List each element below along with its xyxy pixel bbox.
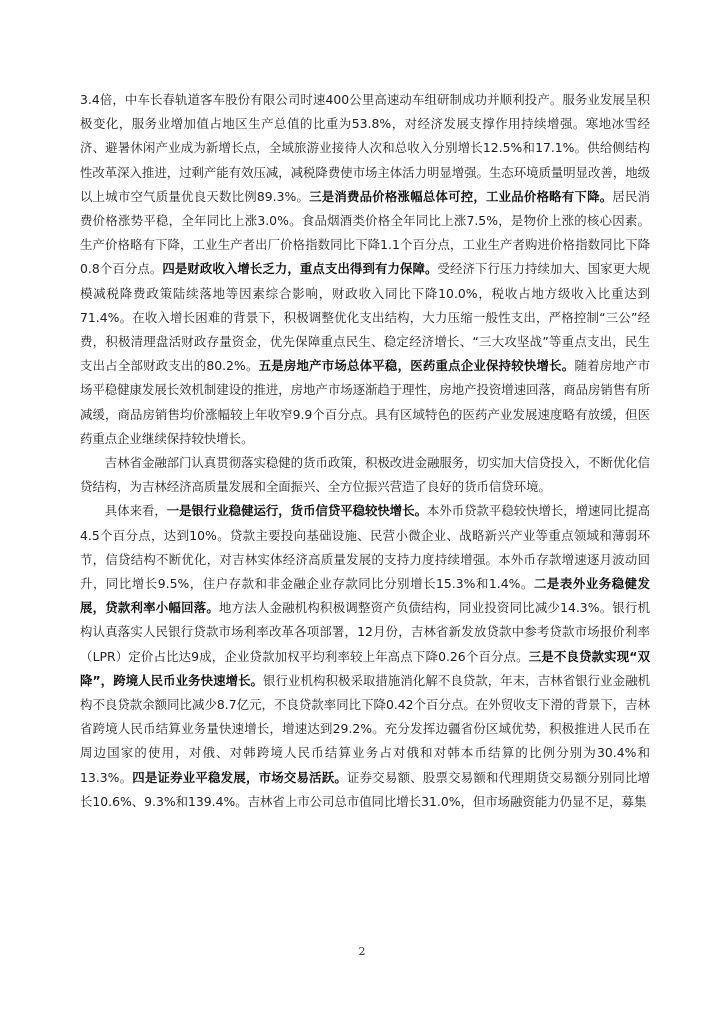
paragraph-finance-details <box>80 499 650 814</box>
bold-heading-real-estate: 五是房地产市场总体平稳，医药重点企业保持较快增长。 <box>258 358 575 374</box>
text-run: 具体来看， <box>104 503 167 519</box>
text-run: 本外币贷款平稳较快增长，增速同比提高4.5个百分点，达到10%。贷款主要投向基础设施、民营小微企业、战略新兴产业等重点领域和薄弱环节，信贷结构不断优化，对吉林实体经济高质量发展的支持力度持续增强。本外币存款增速逐月波动回升，同比增长9.5%，住户存款和非金融企业存款同比分别增长15.3%和1.4%。 <box>80 503 651 592</box>
text-run: 地方法人金融机构积极调整资产负债结构，同业投资同比减少14.3%。银行机构认真落实人民银行贷款市场利率改革各项部署，12月份，吉林省新发放贷款中参考贷款市场报价利率（LPR）定价占比达9成，企业贷款加权平均利率较上年高点下降0.26个百分点。 <box>80 600 650 664</box>
text-run: 居民消费价格涨势平稳，全年同比上涨3.0%。食品烟酒类价格全年同比上涨7.5%，是物价上涨的核心因素。生产价格略有下降，工业生产者出厂价格指数同比下降1.1个百分点，工业生产者购进价格指数同比下降0.8个百分点。 <box>80 188 651 277</box>
page-number: 2 <box>358 945 366 958</box>
bold-heading-fiscal-revenue: 四是财政收入增长乏力，重点支出得到有力保障。 <box>162 261 438 277</box>
bold-heading-banking: 一是银行业稳健运行，货币信贷平稳较快增长。 <box>166 503 427 519</box>
text-run: 受经济下行压力持续加大、国家更大规模减税降费政策陆续落地等因素综合影响，财政收入同比下降10.0%，税收占地方级收入比重达到71.4%。在收入增长困难的背景下，积极调整优化支出结构，大力压缩一般性支出，严格控制“三公”经费，积极清理盘活财政存量资金，优先保障重点民生、稳定经济增长、“三大攻坚战”等重点支出，民生支出占全部财政支出的80.2%。 <box>80 261 650 374</box>
text-run: 证券交易额、股票交易额和代理期货交易额分别同比增长10.6%、9.3%和139.4%。吉林省上市公司总市值同比增长31.0%，但市场融资能力仍显不足，募集 <box>80 769 651 809</box>
text-run: 银行业机构积极采取措施消化解不良贷款，年末，吉林省银行业金融机构不良贷款余额同比减少8.7亿元，不良贷款率同比下降0.42个百分点。在外贸收支下滑的背景下，吉林省跨境人民币结算业务量快速增长，增速达到29.2%。充分发挥边疆省份区域优势，积极推进人民币在周边国家的使用，对俄、对韩跨境人民币结算业务占对俄和对韩本币结算的比例分别为30.4%和13.3%。 <box>80 672 650 785</box>
bold-heading-nonperforming-loans: 三是不良贷款实现“双降”，跨境人民币业务快速增长。 <box>80 648 650 688</box>
document-body <box>80 88 650 814</box>
text-run: 3.4倍，中车长春轨道客车股份有限公司时速400公里高速动车组研制成功并顺利投产。服务业发展呈积极变化，服务业增加值占地区生产总值的比重为53.8%，对经济发展支撑作用持续增强。寒地冰雪经济、避暑休闲产业成为新增长点，全域旅游业接待人次和总收入分别增长12.5%和17.1%。供给侧结构性改革深入推进，过剩产能有效压减，减税降费使市场主体活力明显增强。生态环境质量明显改善，地级以上城市空气质量优良天数比例89.3%。 <box>80 92 650 204</box>
text-run: 吉林省金融部门认真贯彻落实稳健的货币政策，积极改进金融服务，切实加大信贷投入，不断优化信贷结构，为吉林经济高质量发展和全面振兴、全方位振兴营造了良好的货币信贷环境。 <box>80 455 650 495</box>
bold-heading-off-balance: 二是表外业务稳健发展，贷款利率小幅回落。 <box>80 576 651 616</box>
paragraph-economy <box>80 88 650 451</box>
bold-heading-securities: 四是证券业平稳发展，市场交易活跃。 <box>132 769 348 785</box>
bold-heading-consumer-prices: 三是消费品价格涨幅总体可控，工业品价格略有下降。 <box>309 188 613 204</box>
text-run: 随着房地产市场平稳健康发展长效机制建设的推进，房地产市场逐渐趋于理性，房地产投资增速回落，商品房销售有所减缓，商品房销售均价涨幅较上年收窄9.9个百分点。具有区域特色的医药产业发展速度略有放缓，但医药重点企业继续保持较快增长。 <box>80 358 651 446</box>
paragraph-finance-summary <box>80 451 650 499</box>
